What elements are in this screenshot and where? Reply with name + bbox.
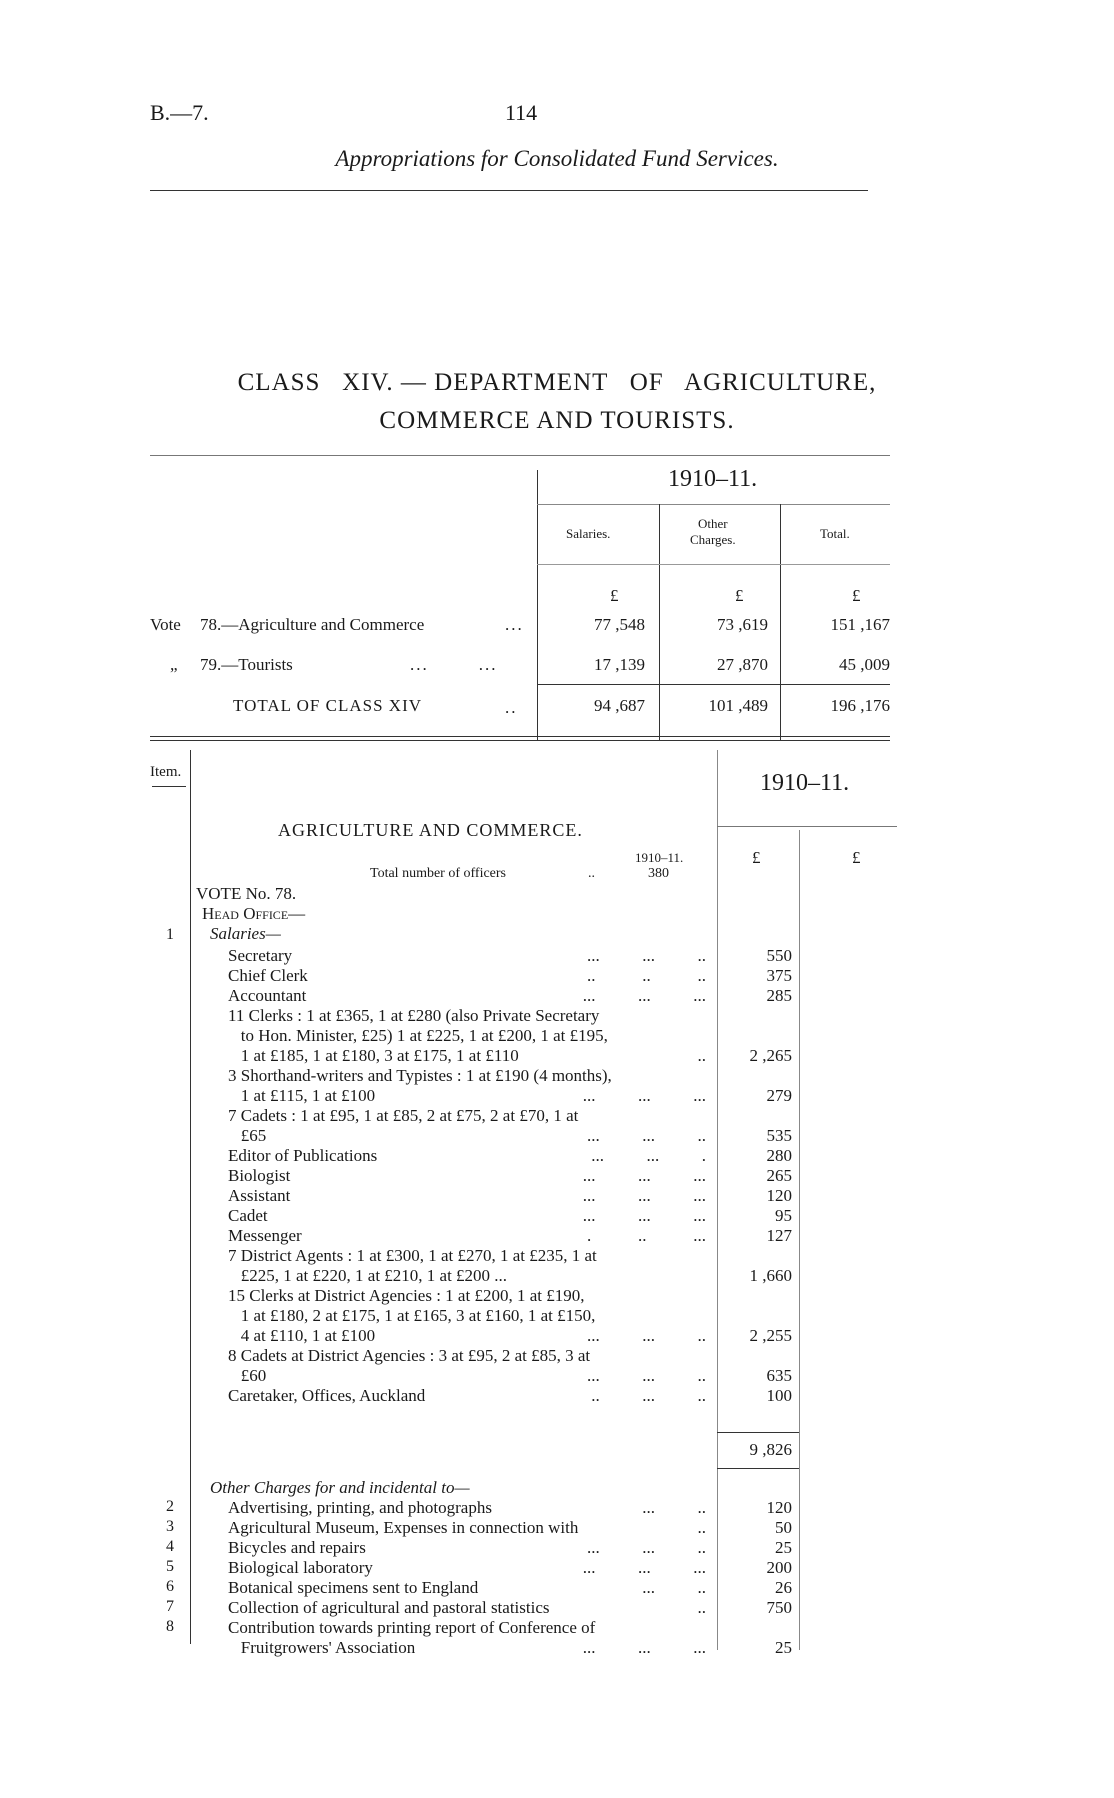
summary-col-other-1: Other bbox=[698, 516, 728, 531]
list-item bbox=[0, 1538, 1114, 1558]
leader-dots: ... ... .. bbox=[587, 946, 706, 965]
leader-dots: .. bbox=[697, 1046, 706, 1065]
line-text: 11 Clerks : 1 at £365, 1 at £280 (also Private Secretary bbox=[228, 1006, 600, 1025]
summary-col-other-2: Charges. bbox=[690, 532, 736, 547]
line-text: 15 Clerks at District Agencies : 1 at £200, 1 at £190, bbox=[228, 1286, 585, 1305]
line-text: £225, 1 at £220, 1 at £210, 1 at £200 ... bbox=[228, 1266, 508, 1285]
officers-label: Total number of officers bbox=[370, 866, 506, 881]
page-title: Appropriations for Consolidated Fund Services. bbox=[335, 146, 779, 171]
item-column-header: Item. bbox=[150, 764, 182, 780]
amount: 2 ,255 bbox=[749, 1326, 792, 1345]
summary-currency-total: £ bbox=[852, 586, 861, 605]
line-text: Editor of Publications bbox=[228, 1146, 378, 1165]
list-item bbox=[0, 1638, 1114, 1658]
leader-dots: .. ... .. bbox=[591, 1386, 706, 1405]
item-number: 6 bbox=[166, 1578, 174, 1595]
leader-dots: .. bbox=[697, 1518, 706, 1537]
list-item bbox=[0, 1086, 1114, 1106]
summary-row-total: 45 ,009 bbox=[839, 655, 890, 674]
amount: 375 bbox=[766, 966, 792, 985]
list-item bbox=[0, 1046, 1114, 1066]
line-text: 3 Shorthand-writers and Typistes : 1 at £190 (4 months), bbox=[228, 1066, 612, 1085]
leader-dots: ... ... ... bbox=[582, 1186, 706, 1205]
leader-dots: ... ... ... bbox=[582, 1166, 706, 1185]
amount: 750 bbox=[766, 1598, 792, 1617]
list-item bbox=[0, 1146, 1114, 1166]
summary-year: 1910–11. bbox=[668, 466, 758, 492]
summary-row-salaries: 17 ,139 bbox=[594, 655, 645, 674]
officers-count: 380 bbox=[648, 866, 669, 881]
summary-row-dots: ... bbox=[505, 615, 524, 634]
summary-col-divider-1 bbox=[659, 504, 660, 740]
line-text: 4 at £110, 1 at £100 bbox=[228, 1326, 376, 1345]
leader-dots: ... .. bbox=[642, 1498, 706, 1517]
amount: 535 bbox=[766, 1126, 792, 1145]
summary-col-salaries: Salaries. bbox=[566, 526, 611, 541]
list-item bbox=[0, 986, 1114, 1006]
line-text: Caretaker, Offices, Auckland bbox=[228, 1386, 426, 1405]
amount: 25 bbox=[775, 1538, 792, 1557]
amount: 100 bbox=[766, 1386, 792, 1405]
summary-col-rule bbox=[537, 564, 890, 565]
leader-dots: ... .. bbox=[642, 1578, 706, 1597]
amount: 265 bbox=[766, 1166, 792, 1185]
summary-total-label: TOTAL OF CLASS XIV bbox=[233, 696, 423, 715]
officers-year: 1910–11. bbox=[635, 850, 684, 865]
summary-total-total: 196 ,176 bbox=[830, 696, 890, 715]
summary-row-label-a: „ bbox=[170, 655, 178, 674]
summary-row-salaries: 77 ,548 bbox=[594, 615, 645, 634]
leader-dots: .. .. .. bbox=[587, 966, 706, 985]
item-number: 3 bbox=[166, 1518, 174, 1535]
line-text: Chief Clerk bbox=[228, 966, 308, 985]
summary-row-other: 73 ,619 bbox=[717, 615, 768, 634]
summary-row-dots: ... ... bbox=[410, 655, 498, 674]
summary-col-total: Total. bbox=[820, 526, 850, 541]
line-text: Fruitgrowers' Association bbox=[228, 1638, 416, 1657]
section-title: AGRICULTURE AND COMMERCE. bbox=[278, 820, 583, 840]
line-text: to Hon. Minister, £25) 1 at £225, 1 at £200, 1 at £195, bbox=[228, 1026, 608, 1045]
line-text: Contribution towards printing report of Conference of bbox=[228, 1618, 596, 1637]
salaries-total-rule bbox=[717, 1432, 799, 1433]
list-item bbox=[0, 1498, 1114, 1518]
list-item bbox=[0, 1366, 1114, 1386]
leader-dots: ... ... .. bbox=[587, 1326, 706, 1345]
list-item bbox=[0, 1166, 1114, 1186]
line-text: 7 Cadets : 1 at £95, 1 at £85, 2 at £75, 2 at £70, 1 at bbox=[228, 1106, 579, 1125]
class-title-line-2: COMMERCE AND TOURISTS. bbox=[379, 407, 735, 434]
list-item bbox=[0, 1346, 1114, 1366]
line-text: Secretary bbox=[228, 946, 293, 965]
amount: 285 bbox=[766, 986, 792, 1005]
item-number: 1 bbox=[166, 926, 174, 943]
leader-dots: ... ... .. bbox=[587, 1126, 706, 1145]
list-item bbox=[0, 1386, 1114, 1406]
summary-divider bbox=[537, 470, 538, 740]
item-number: 7 bbox=[166, 1598, 174, 1615]
summary-row-label: 78.—Agriculture and Commerce bbox=[200, 615, 425, 634]
line-text: Collection of agricultural and pastoral statistics bbox=[228, 1598, 550, 1617]
line-text: Botanical specimens sent to England bbox=[228, 1578, 479, 1597]
vote-number: VOTE No. 78. bbox=[196, 884, 297, 903]
summary-total-other: 101 ,489 bbox=[708, 696, 768, 715]
list-item bbox=[0, 1286, 1114, 1306]
summary-row-label: 79.—Tourists bbox=[200, 655, 293, 674]
list-item bbox=[0, 1226, 1114, 1246]
summary-col-divider-2 bbox=[780, 504, 781, 740]
line-text: Biologist bbox=[228, 1166, 291, 1185]
list-item bbox=[0, 1306, 1114, 1326]
summary-year-rule bbox=[537, 504, 890, 505]
class-title-line-1: CLASS XIV. — DEPARTMENT OF AGRICULTURE, bbox=[237, 369, 877, 396]
page-number: 114 bbox=[505, 100, 538, 125]
list-item bbox=[0, 966, 1114, 986]
list-item bbox=[0, 1066, 1114, 1086]
vote-year: 1910–11. bbox=[760, 770, 850, 796]
list-item bbox=[0, 1618, 1114, 1638]
list-item bbox=[0, 1578, 1114, 1598]
amount: 120 bbox=[766, 1498, 792, 1517]
other-charges-heading: Other Charges for and incidental to— bbox=[210, 1478, 470, 1497]
leader-dots: ... ... ... bbox=[582, 1558, 706, 1577]
amount: 120 bbox=[766, 1186, 792, 1205]
list-item bbox=[0, 946, 1114, 966]
amount: 2 ,265 bbox=[749, 1046, 792, 1065]
amount: 127 bbox=[766, 1226, 792, 1245]
summary-row-label-a: Vote bbox=[150, 615, 181, 634]
leader-dots: ... ... ... bbox=[582, 1638, 706, 1657]
leader-dots: ... ... ... bbox=[582, 1086, 706, 1105]
item-header-rule bbox=[152, 786, 186, 787]
summary-row-total: 151 ,167 bbox=[830, 615, 890, 634]
line-text: £65 bbox=[228, 1126, 267, 1145]
amount: 95 bbox=[775, 1206, 792, 1225]
amount: 279 bbox=[766, 1086, 792, 1105]
salaries-heading: Salaries— bbox=[210, 924, 281, 943]
item-number: 8 bbox=[166, 1618, 174, 1635]
summary-total-rule bbox=[537, 684, 890, 685]
list-item bbox=[0, 1558, 1114, 1578]
summary-currency-salaries: £ bbox=[610, 586, 619, 605]
amount: 1 ,660 bbox=[749, 1266, 792, 1285]
amount: 50 bbox=[775, 1518, 792, 1537]
list-item bbox=[0, 1246, 1114, 1266]
summary-currency-other: £ bbox=[735, 586, 744, 605]
list-item bbox=[0, 1598, 1114, 1618]
line-text: Assistant bbox=[228, 1186, 291, 1205]
vote-year-rule bbox=[717, 826, 897, 827]
line-text: Cadet bbox=[228, 1206, 268, 1225]
line-text: £60 bbox=[228, 1366, 267, 1385]
amount: 280 bbox=[766, 1146, 792, 1165]
vote-table bbox=[0, 740, 1114, 1740]
leader-dots: ... ... ... bbox=[582, 1206, 706, 1225]
line-text: Accountant bbox=[228, 986, 307, 1005]
line-text: 1 at £180, 2 at £175, 1 at £165, 3 at £160, 1 at £150, bbox=[228, 1306, 596, 1325]
currency-symbol: £ bbox=[752, 848, 761, 867]
officers-dots: .. bbox=[588, 866, 595, 881]
salaries-total: 9 ,826 bbox=[749, 1440, 792, 1459]
amount: 26 bbox=[775, 1578, 792, 1597]
list-item bbox=[0, 1518, 1114, 1538]
summary-table bbox=[0, 0, 1114, 760]
item-number: 2 bbox=[166, 1498, 174, 1515]
summary-bottom-rule-1 bbox=[150, 736, 890, 737]
amount: 200 bbox=[766, 1558, 792, 1577]
leader-dots: ... ... .. bbox=[587, 1538, 706, 1557]
head-office-heading: Head Office— bbox=[202, 904, 306, 923]
amount: 25 bbox=[775, 1638, 792, 1657]
list-item bbox=[0, 1186, 1114, 1206]
document-reference: B.—7. bbox=[150, 100, 209, 125]
leader-dots: ... ... .. bbox=[587, 1366, 706, 1385]
summary-total-salaries: 94 ,687 bbox=[594, 696, 645, 715]
list-item bbox=[0, 1026, 1114, 1046]
list-item bbox=[0, 1126, 1114, 1146]
line-text: Agricultural Museum, Expenses in connection with bbox=[228, 1518, 579, 1537]
leader-dots: .. bbox=[697, 1598, 706, 1617]
list-item bbox=[0, 1106, 1114, 1126]
list-item bbox=[0, 1206, 1114, 1226]
summary-total-dots: .. bbox=[505, 698, 518, 717]
line-text: Biological laboratory bbox=[228, 1558, 373, 1577]
line-text: Messenger bbox=[228, 1226, 302, 1245]
summary-top-rule bbox=[150, 455, 890, 456]
list-item bbox=[0, 1266, 1114, 1286]
list-item bbox=[0, 1006, 1114, 1026]
amount: 550 bbox=[766, 946, 792, 965]
line-text: Bicycles and repairs bbox=[228, 1538, 366, 1557]
item-number: 5 bbox=[166, 1558, 174, 1575]
line-text: Advertising, printing, and photographs bbox=[228, 1498, 492, 1517]
salaries-total-bottom-rule bbox=[717, 1468, 799, 1469]
leader-dots: . .. ... bbox=[587, 1226, 706, 1245]
line-text: 7 District Agents : 1 at £300, 1 at £270, 1 at £235, 1 at bbox=[228, 1246, 597, 1265]
line-text: 1 at £185, 1 at £180, 3 at £175, 1 at £110 bbox=[228, 1046, 519, 1065]
list-item bbox=[0, 1326, 1114, 1346]
line-text: 1 at £115, 1 at £100 bbox=[228, 1086, 376, 1105]
item-number: 4 bbox=[166, 1538, 174, 1555]
amount: 635 bbox=[766, 1366, 792, 1385]
summary-row-other: 27 ,870 bbox=[717, 655, 768, 674]
leader-dots: ... ... ... bbox=[582, 986, 706, 1005]
leader-dots: ... ... . bbox=[591, 1146, 706, 1165]
line-text: 8 Cadets at District Agencies : 3 at £95, 2 at £85, 3 at bbox=[228, 1346, 591, 1365]
currency-symbol: £ bbox=[852, 848, 861, 867]
